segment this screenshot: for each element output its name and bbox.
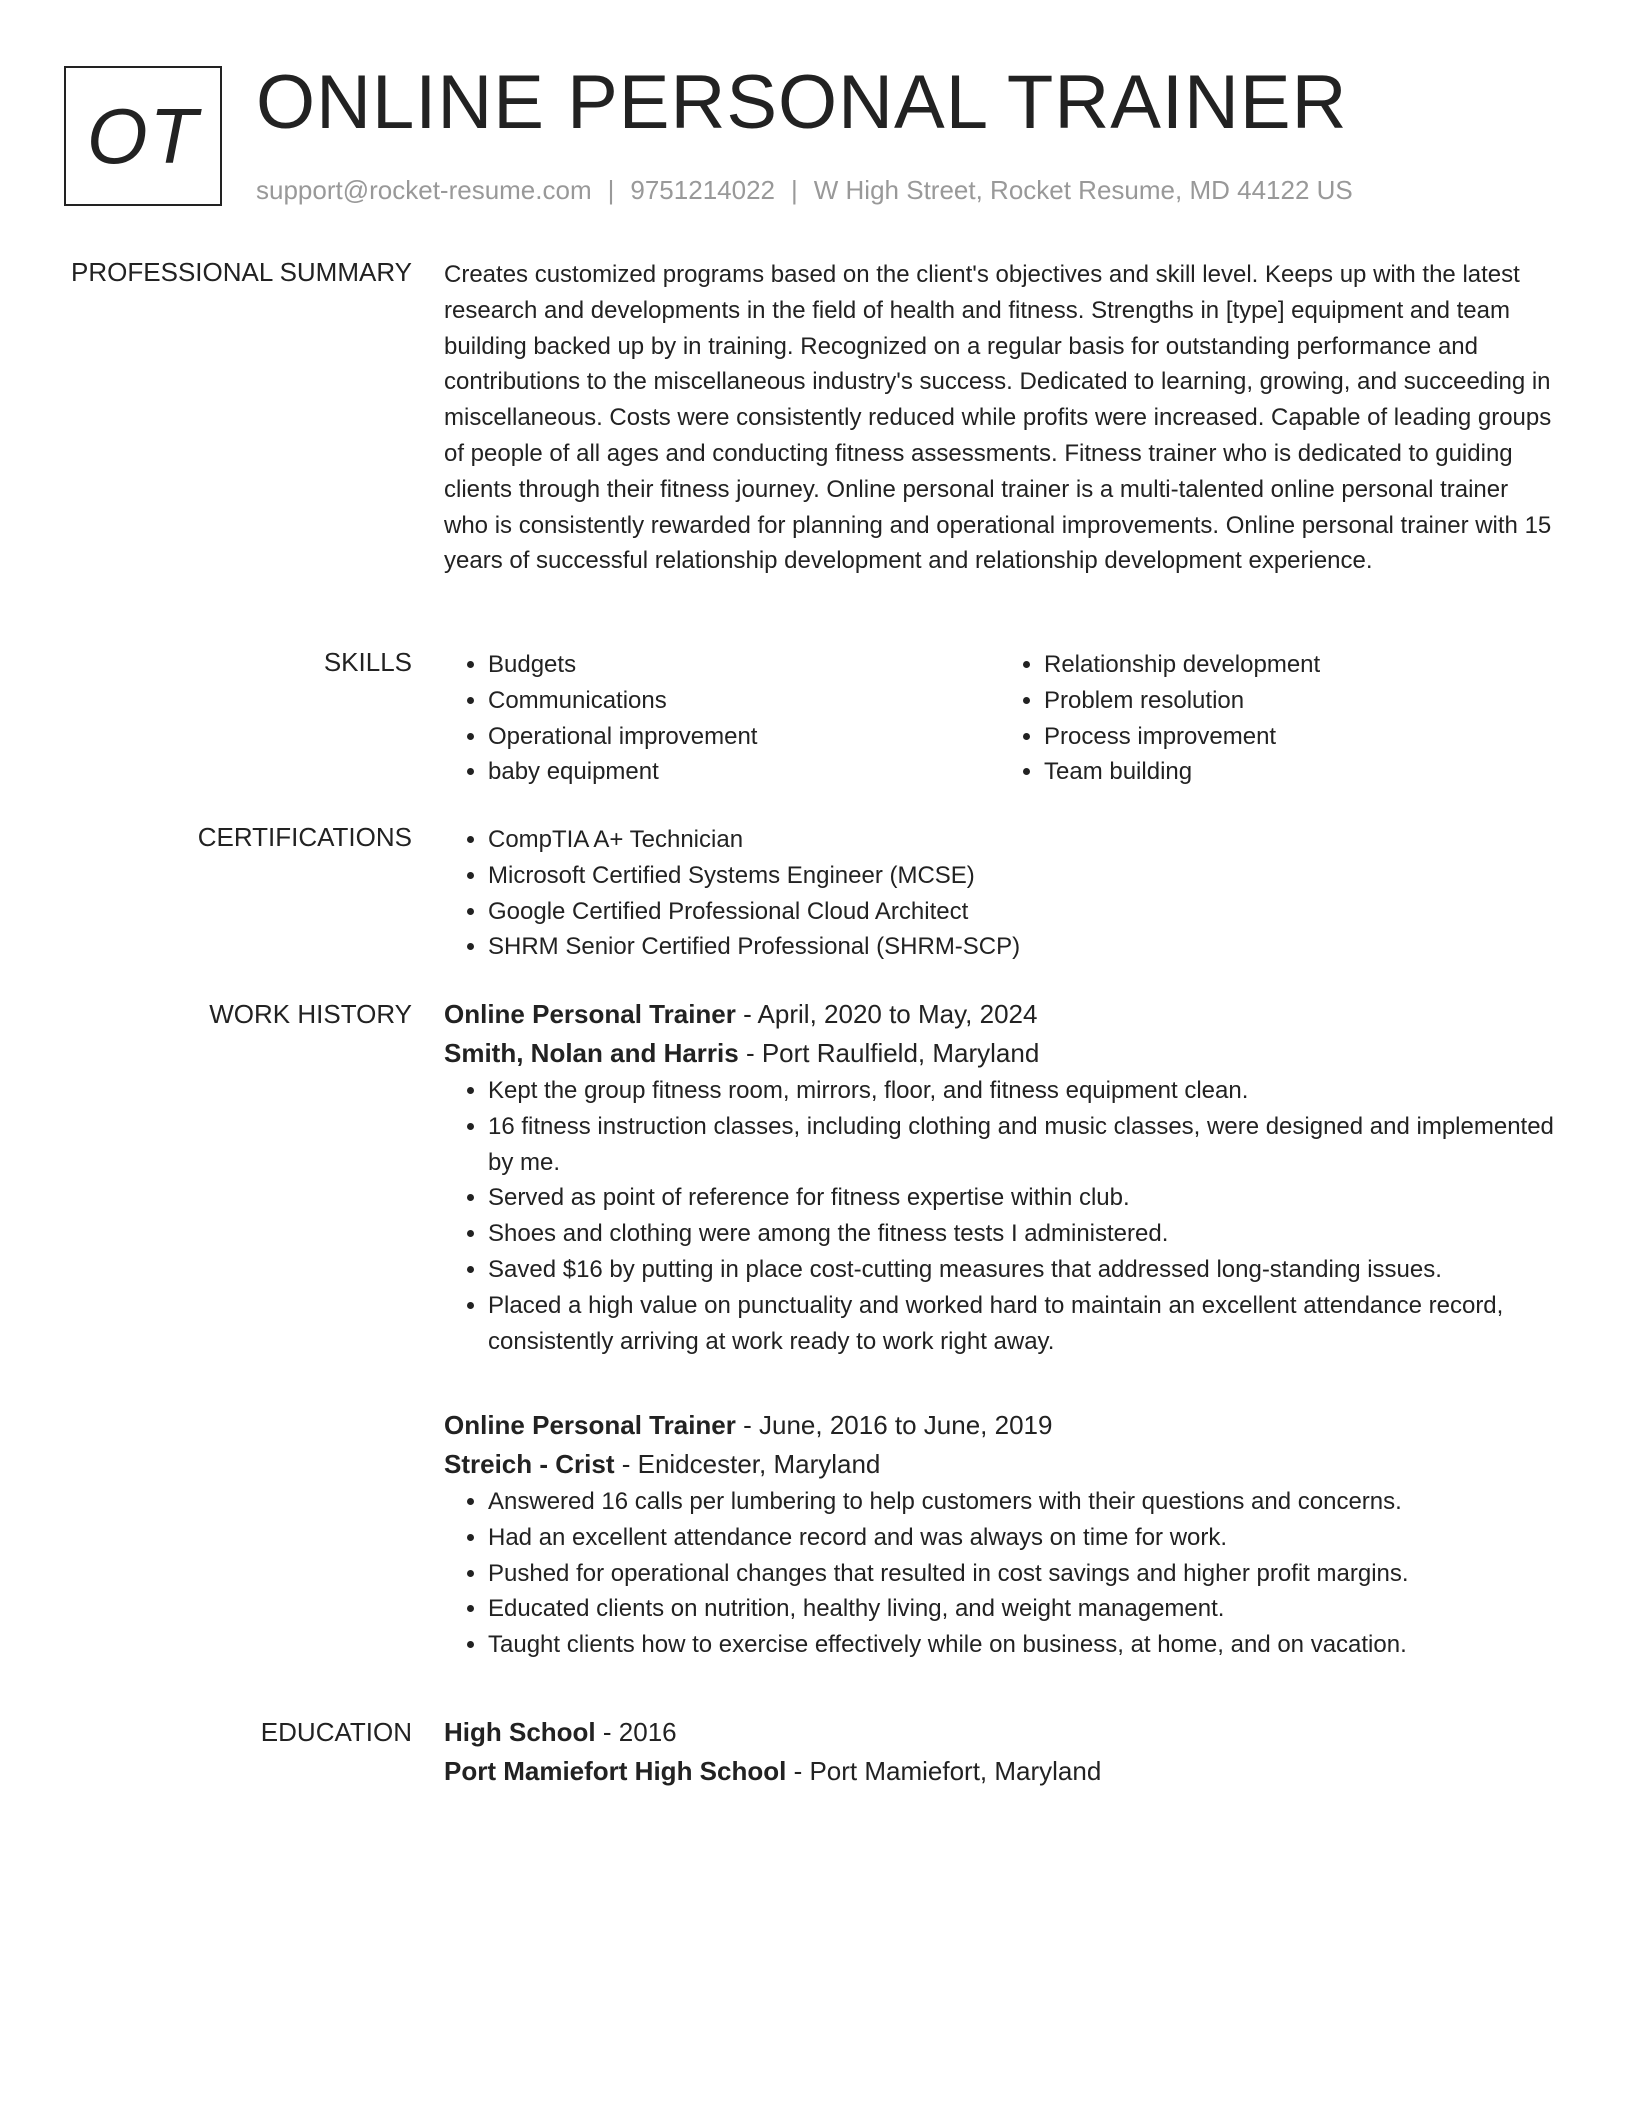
job-company-line [444,1034,1556,1073]
job-location: - Port Raulfield, Maryland [738,1038,1040,1068]
skill-item: • Budgets [488,647,1000,683]
job-bullet: • Saved $16 by putting in place cost-cutting measures that addressed long-standing issues. [488,1252,1556,1288]
skills-heading: SKILLS [323,647,412,677]
skill-item: • Problem resolution [1044,683,1556,719]
job-entry [444,995,1556,1359]
job-location: - Enidcester, Maryland [614,1449,881,1479]
summary-section [444,257,1556,579]
job-entry [444,1406,1556,1663]
certification-item: • Google Certified Professional Cloud Architect [488,894,1556,930]
education-school-line [444,1752,1556,1791]
job-company: Streich - Crist [444,1449,615,1479]
job-bullet: • Shoes and clothing were among the fitness tests I administered. [488,1216,1556,1252]
job-bullet: • Pushed for operational changes that resulted in cost savings and higher profit margins. [488,1556,1556,1592]
education-heading: EDUCATION [260,1717,412,1747]
job-dates: - April, 2020 to May, 2024 [735,999,1038,1029]
job-title-line [444,995,1556,1034]
job-dates: - June, 2016 to June, 2019 [735,1410,1053,1440]
skills-section [444,647,1556,790]
education-year: - 2016 [595,1717,677,1747]
skill-item: • Process improvement [1044,719,1556,755]
job-title: Online Personal Trainer [444,999,736,1029]
skills-list-right [1000,647,1556,790]
job-title: Online Personal Trainer [444,1410,736,1440]
certification-item: • SHRM Senior Certified Professional (SHRM-SCP) [488,929,1556,965]
certifications-section [444,822,1556,965]
education-school: Port Mamiefort High School [444,1756,787,1786]
job-company-line [444,1445,1556,1484]
skill-item: • Relationship development [1044,647,1556,683]
skills-grid [444,647,1556,790]
job-company: Smith, Nolan and Harris [444,1038,739,1068]
job-bullet: • Placed a high value on punctuality and worked hard to maintain an excellent attendance record, consistently arriving at work ready to work right away. [488,1288,1556,1360]
job-bullet: • Educated clients on nutrition, healthy living, and weight management. [488,1591,1556,1627]
skill-item: • Communications [488,683,1000,719]
job-bullet: • 16 fitness instruction classes, including clothing and music classes, were designed and implemented by me. [488,1109,1556,1181]
education-section [444,1713,1556,1791]
job-bullet: • Taught clients how to exercise effectively while on business, at home, and on vacation. [488,1627,1556,1663]
job-title-line [444,1406,1556,1445]
job-bullet: • Served as point of reference for fitness expertise within club. [488,1180,1556,1216]
certifications-list [444,822,1556,965]
work-history-heading: WORK HISTORY [209,999,412,1029]
contact-phone: 9751214022 [630,175,775,205]
contact-separator: | [607,175,615,205]
monogram-badge: OT [64,66,222,206]
job-bullet: • Kept the group fitness room, mirrors, floor, and fitness equipment clean. [488,1073,1556,1109]
job-bullet: • Answered 16 calls per lumbering to help customers with their questions and concerns. [488,1484,1556,1520]
job-bullets [444,1073,1556,1359]
contact-separator: | [791,175,798,205]
education-location: - Port Mamiefort, Maryland [786,1756,1102,1786]
job-bullet: • Had an excellent attendance record and was always on time for work. [488,1520,1556,1556]
certifications-heading: CERTIFICATIONS [197,822,412,852]
certification-item: • Microsoft Certified Systems Engineer (MCSE) [488,858,1556,894]
job-bullets [444,1484,1556,1663]
education-degree: High School [444,1717,596,1747]
summary-heading: PROFESSIONAL SUMMARY [71,257,412,287]
skill-item: • baby equipment [488,754,1000,790]
candidate-name: ONLINE PERSONAL TRAINER [256,60,1348,145]
contact-email: support@rocket-resume.com [256,175,592,205]
contact-address: W High Street, Rocket Resume, MD 44122 US [813,175,1353,205]
education-degree-line [444,1713,1556,1752]
skills-list-left [444,647,1000,790]
skill-item: • Team building [1044,754,1556,790]
contact-line [256,174,1353,206]
skill-item: • Operational improvement [488,719,1000,755]
summary-text: Creates customized programs based on the client's objectives and skill level. Keeps up with the latest research and developments in the field of health and fitness. Strengths in [type] equipment and team building backed up by in training. Recognized on a regular basis for outstanding performance and contributions to the miscellaneous industry's success. Dedicated to learning, growing, and succeeding in miscellaneous. Costs were consistently reduced while profits were increased. Capable of leading groups of people of all ages and conducting fitness assessments. Fitness trainer who is dedicated to guiding clients through their fitness journey. Online personal trainer is a multi-talented online personal trainer who is consistently rewarded for planning and operational improvements. Online personal trainer with 15 years of successful relationship development and relationship development experience. [444,261,1552,575]
certification-item: • CompTIA A+ Technician [488,822,1556,858]
